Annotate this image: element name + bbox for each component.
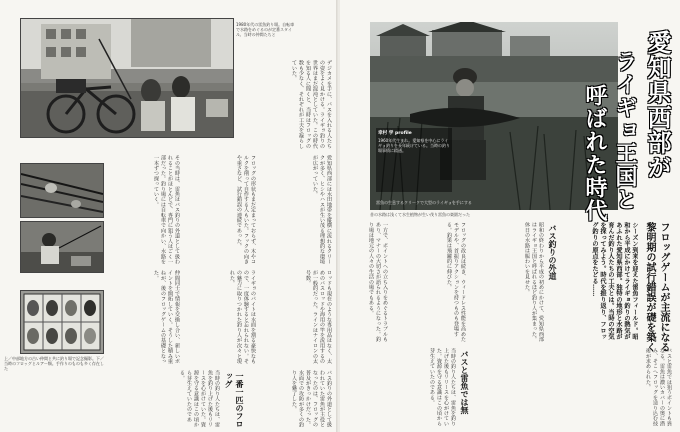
left-text-col-3: フロッグの形状もまだ定まっておらず、木やコルクを削って自作する人もいた。フックの向きや重さなど、試行錯誤の連続であった。 bbox=[236, 155, 256, 265]
caption-bottom-left-photos: 上／中部地方の古い仲間と共に釣り場で記念撮影。下／当時のフロッグとルアー類。手作りのものも多く存在した bbox=[4, 356, 104, 371]
left-text-col-4: 愛知県西部には水田地帯を縦横に流れるクリークが多く、ヒシやハスが生い茂る理想的な環境が広がっていた。 bbox=[312, 155, 332, 265]
left-text-col-7: ロッドも現在のような専用品はなく、太めのバスロッドや海用の竿を流用するのが一般的だった。ラインはナイロンの太号数。 bbox=[305, 270, 332, 364]
photo-rods-image bbox=[21, 164, 103, 217]
section-heading-gaito: バス釣りの外道 bbox=[548, 222, 559, 306]
right-text-col-11: フロッグの改良は続き、ウィードレス性能を高めたモデルや、首振りアクションを持つものも登場する。釣果は飛躍的に伸びた。 bbox=[446, 222, 466, 342]
right-page bbox=[340, 0, 680, 432]
subtitle-line-2: 黎明期の試行錯誤が礎を築く bbox=[644, 222, 655, 352]
profile-box bbox=[376, 128, 452, 192]
title-line-2: ライギョ王国と bbox=[612, 50, 638, 211]
left-text-col-9: バス釣りの外道として扱われていた雷魚が主役となったのは、フロッグの普及がきっかけだった。水面での攻防が多くの釣り人を魅了した。 bbox=[291, 370, 332, 428]
caption-bicycle-photo: 1980年代の雷魚釣り場。自転車で水路をめぐるのが定番スタイル。当時の仲間たちと bbox=[236, 22, 295, 37]
photo-bicycle-image bbox=[21, 19, 233, 137]
right-text-col-12: 一方で、ポイントへの立ち入りをめぐるトラブルもあり、マナーの大切さが語られるようになった。釣り場は地元の人々の生活の場でもある。 bbox=[368, 222, 388, 342]
section-heading-frog: 一番一匹のフロッグ bbox=[224, 370, 246, 432]
subtitle-line-1: フロッグゲームが主流になる bbox=[658, 222, 669, 352]
photo-bicycle-anglers bbox=[20, 18, 234, 138]
caption-main-photo: 雷魚の生息するクリークで大型のライギョを手にする bbox=[376, 200, 472, 205]
photo-young-angler bbox=[20, 221, 104, 273]
left-text-col-6: ライギョのバイトは水面を割る豪快なもので、一度体験すると忘れられない。その魅力に取りつかれた釣り人が次々と現れた。 bbox=[229, 270, 256, 364]
article-lead: シーズン到来を迎えた雷魚フィールド。昭和から平成にかけてライギョ釣りの熱気があふれた愛知県西部。独特の地形と水路が育んだ釣り人たちの工夫とは。当時の空気を探ってみよう。時代を振り返り、フロッグ釣りの原点をたどる…… bbox=[591, 222, 638, 340]
right-text-col-10: 昭和の終わりから平成の初めにかけて、愛知県西部はライギョ王国と呼ばれるほど釣り人が集まった。休日の水路は賑わいを見せた。 bbox=[524, 222, 544, 342]
profile-text: 1960年代生まれ。愛知県を中心にライギョ釣りを長年続けている。当時の釣り場事情に精通。 bbox=[378, 138, 450, 153]
right-text-col-13: バスと雷魚では狙うポイントも異なる。雷魚は濃いカバーの奥に潜み、そこへフロッグを送り込む技術が求められた。 bbox=[645, 348, 672, 426]
left-text-col-5: 仲間同士で情報を交換し合い、新しいポイントを開拓していく。そうした積み重ねが、後のフロッグゲームの基礎となった。 bbox=[153, 270, 180, 364]
right-text-col-14: 当時の釣り人たちは、雷魚を釣り上げた後もリリースを心がけていた。資源を守る意識はこの頃から芽生えていたのである。 bbox=[429, 348, 456, 426]
photo-young-angler-image bbox=[21, 222, 103, 272]
photo-frog-lures bbox=[20, 290, 104, 354]
left-page bbox=[0, 0, 338, 432]
section-heading-bass-raigyo: バスと雷魚では無 bbox=[460, 348, 471, 432]
photo-rods bbox=[20, 163, 104, 218]
left-text-col-2: その当時は、雷魚はバス釣りの外道として扱われることがほとんどで、専門に狙う人はごく一部だった。釣り場には自転車で向かい、水路を一本ずつ探っていく。 bbox=[153, 155, 180, 265]
title-line-3: 呼ばれた時代 bbox=[582, 84, 608, 222]
title-line-1: 愛知県西部が bbox=[643, 30, 672, 180]
profile-note: 昔の水路は浅くて水生植物が生い茂り雷魚の楽園だった bbox=[370, 212, 470, 217]
left-text-upper: デジカメを手に、バスを入れる人たちの姿をよく見かける。ライギョ釣りの世界はまだ混沌としていた。この時代を知る人に聞くと、当時はフロッグの数も少なく、それぞれが工夫を凝らしていた。 bbox=[291, 60, 332, 149]
left-text-col-8: 当時の釣り人たちは、雷魚を釣り上げた後もリリースを心がけていた。資源を守る意識はこの頃から芽生えていたのである。 bbox=[179, 370, 220, 428]
profile-name: 幸村 学 profile bbox=[378, 131, 412, 136]
photo-frog-lures-image bbox=[21, 291, 103, 353]
